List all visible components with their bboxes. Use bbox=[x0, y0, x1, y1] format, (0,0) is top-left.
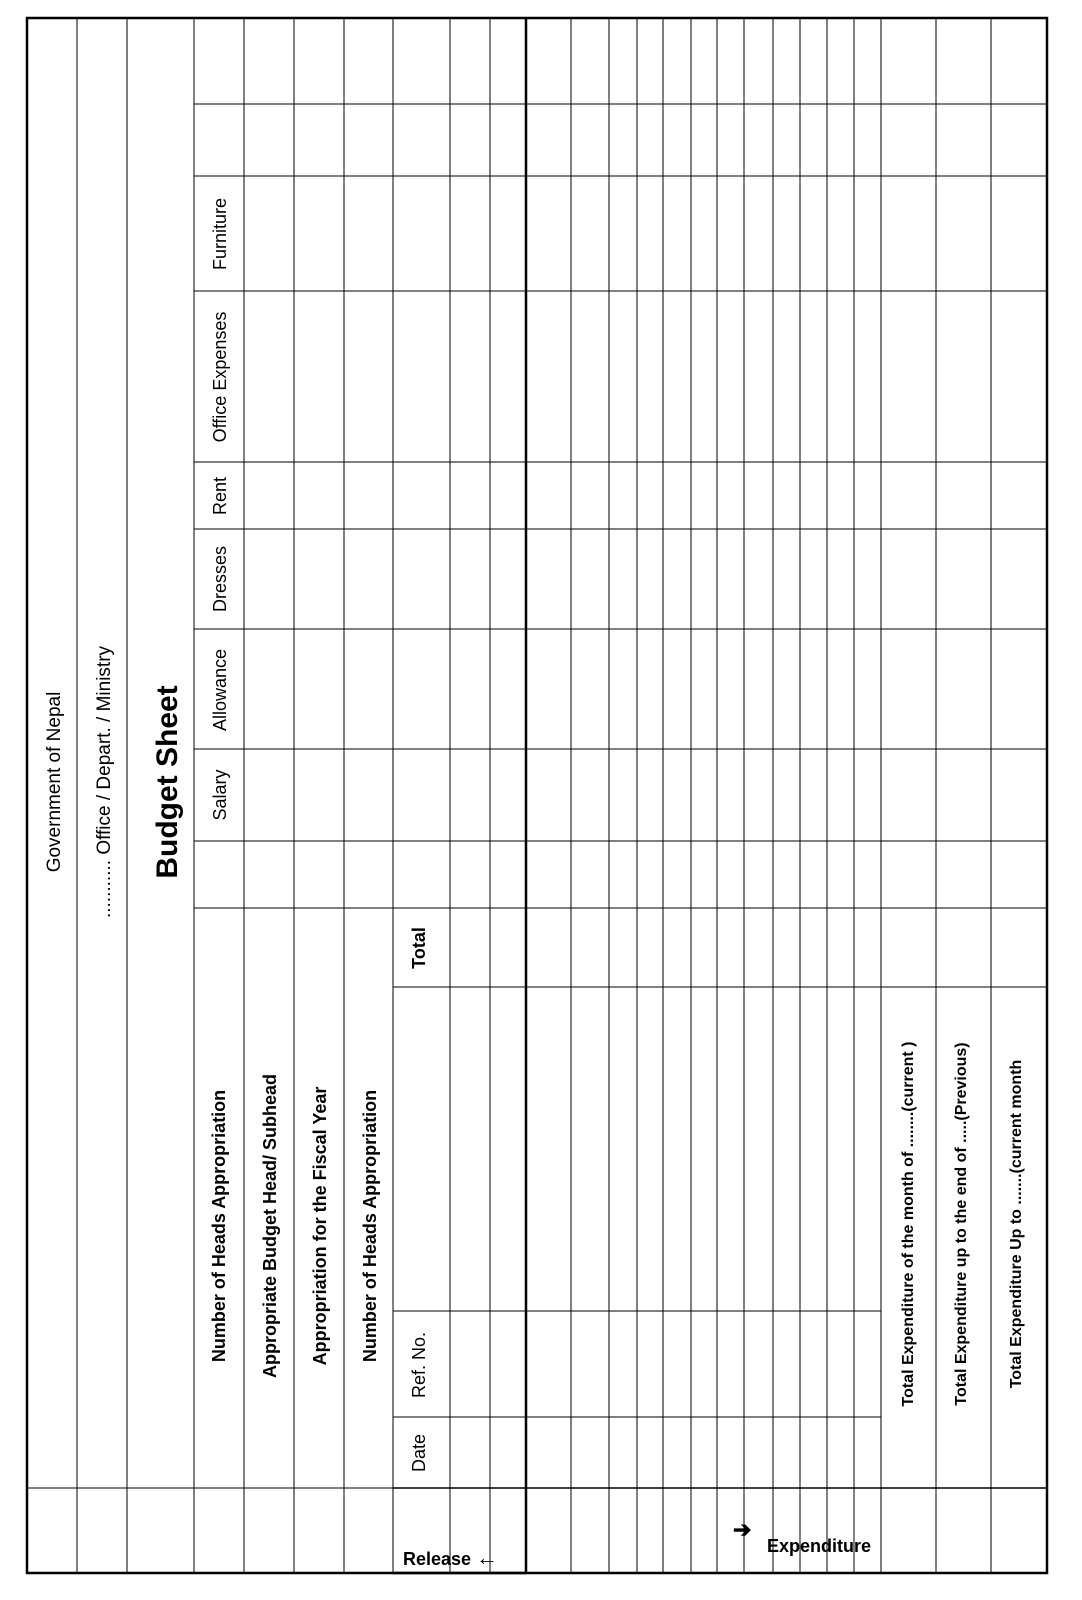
budget-head-rent: Rent bbox=[210, 476, 230, 516]
budget-head-dresses: Dresses bbox=[210, 545, 230, 613]
expenditure-label: Expenditure bbox=[767, 1536, 872, 1556]
row-label-fiscal-year: Appropriation for the Fiscal Year bbox=[310, 1086, 330, 1366]
budget-head-allowance: Allowance bbox=[210, 648, 230, 732]
budget-head-furniture: Furniture bbox=[210, 197, 230, 271]
total-column-label: Total bbox=[409, 927, 429, 969]
release-arrow-icon: ← bbox=[476, 1545, 498, 1570]
page-title: Budget Sheet bbox=[151, 685, 184, 879]
row-label-heads-appropriation-2: Number of Heads Appropriation bbox=[360, 1089, 380, 1363]
expenditure-arrow-icon: ➔ bbox=[733, 1517, 752, 1542]
ref-no-column-label: Ref. No. bbox=[409, 1331, 429, 1399]
total-expenditure-up-to-current: Total Expenditure Up to .......(current month bbox=[1008, 1059, 1025, 1389]
government-label: Government of Nepal bbox=[44, 691, 65, 873]
row-label-heads-appropriation: Number of Heads Appropriation bbox=[209, 1089, 229, 1363]
release-label: Release bbox=[403, 1549, 472, 1569]
date-column-label: Date bbox=[409, 1433, 429, 1473]
total-expenditure-previous: Total Expenditure up to the end of .....(Previous) bbox=[953, 1042, 970, 1406]
budget-head-office-expenses: Office Expenses bbox=[210, 311, 230, 443]
row-label-budget-head-subhead: Appropriate Budget Head/ Subhead bbox=[260, 1073, 280, 1379]
budget-head-salary: Salary bbox=[210, 769, 230, 821]
office-label: ........... Office / Depart. / Ministry bbox=[94, 645, 115, 919]
total-expenditure-month-current: Total Expenditure of the month of ........(current ) bbox=[900, 1041, 917, 1407]
